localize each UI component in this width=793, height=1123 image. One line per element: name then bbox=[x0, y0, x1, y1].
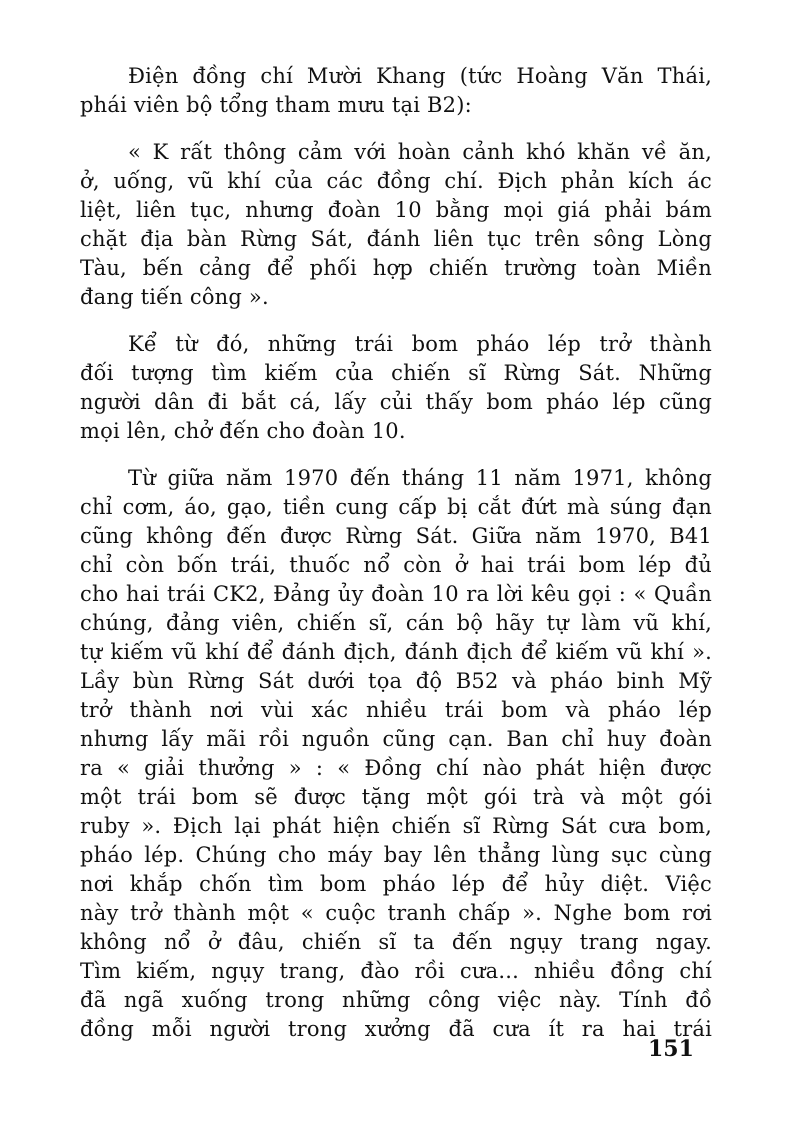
text-line: đã ngã xuống trong những công việc này. Tính đồ bbox=[80, 988, 712, 1012]
text-line: cho hai trái CK2, Đảng ủy đoàn 10 ra lời kêu gọi : « Quần bbox=[80, 582, 712, 606]
text-line: mọi lên, chở đến cho đoàn 10. bbox=[80, 419, 406, 443]
text-line: cũng không đến được Rừng Sát. Giữa năm 1970, B41 bbox=[80, 524, 712, 548]
text-line: Tìm kiếm, ngụy trang, đào rồi cưa... nhiều đồng chí bbox=[80, 959, 712, 983]
text-line: chúng, đảng viên, chiến sĩ, cán bộ hãy tự làm vũ khí, bbox=[80, 611, 712, 635]
text-line: ra « giải thưởng » : « Đồng chí nào phát hiện được bbox=[80, 756, 712, 780]
text-line: « K rất thông cảm với hoàn cảnh khó khăn về ăn, bbox=[128, 140, 712, 164]
text-line: một trái bom sẽ được tặng một gói trà và một gói bbox=[80, 785, 712, 809]
paragraph-2 bbox=[80, 138, 712, 312]
text-line: đang tiến công ». bbox=[80, 285, 269, 309]
text-line: trở thành nơi vùi xác nhiều trái bom và pháo lép bbox=[80, 698, 712, 722]
text-line: nhưng lấy mãi rồi nguồn cũng cạn. Ban chỉ huy đoàn bbox=[80, 727, 712, 751]
text-line: Kể từ đó, những trái bom pháo lép trở thành bbox=[128, 332, 712, 356]
paragraph-1 bbox=[80, 62, 712, 120]
text-line: liệt, liên tục, nhưng đoàn 10 bằng mọi giá phải bám bbox=[80, 198, 712, 222]
book-page bbox=[80, 62, 712, 1062]
text-line: Tàu, bến cảng để phối hợp chiến trường toàn Miền bbox=[80, 256, 712, 280]
text-line: Từ giữa năm 1970 đến tháng 11 năm 1971, không bbox=[128, 466, 712, 490]
text-line: này trở thành một « cuộc tranh chấp ». Nghe bom rơi bbox=[80, 901, 712, 925]
text-line: tự kiếm vũ khí để đánh địch, đánh địch để kiếm vũ khí ». bbox=[80, 640, 712, 664]
text-line: ở, uống, vũ khí của các đồng chí. Địch phản kích ác bbox=[80, 169, 712, 193]
text-line: Điện đồng chí Mười Khang (tức Hoàng Văn Thái, bbox=[128, 64, 712, 88]
paragraph-3 bbox=[80, 330, 712, 446]
text-line: ruby ». Địch lại phát hiện chiến sĩ Rừng Sát cưa bom, bbox=[80, 814, 712, 838]
text-line: người dân đi bắt cá, lấy củi thấy bom pháo lép cũng bbox=[80, 390, 712, 414]
text-line: đồng mỗi người trong xưởng đã cưa ít ra hai trái bbox=[80, 1017, 712, 1041]
text-line: nơi khắp chốn tìm bom pháo lép để hủy diệt. Việc bbox=[80, 872, 712, 896]
page-number: 151 bbox=[648, 1036, 694, 1062]
paragraph-4 bbox=[80, 464, 712, 1044]
text-line: đối tượng tìm kiếm của chiến sĩ Rừng Sát. Những bbox=[80, 361, 712, 385]
text-line: chặt địa bàn Rừng Sát, đánh liên tục trên sông Lòng bbox=[80, 227, 712, 251]
text-line: phái viên bộ tổng tham mưu tại B2): bbox=[80, 93, 472, 117]
text-line: không nổ ở đâu, chiến sĩ ta đến ngụy trang ngay. bbox=[80, 930, 712, 954]
text-line: Lầy bùn Rừng Sát dưới tọa độ B52 và pháo binh Mỹ bbox=[80, 669, 712, 693]
text-line: chỉ còn bốn trái, thuốc nổ còn ở hai trái bom lép đủ bbox=[80, 553, 712, 577]
text-line: chỉ cơm, áo, gạo, tiền cung cấp bị cắt đứt mà súng đạn bbox=[80, 495, 712, 519]
text-line: pháo lép. Chúng cho máy bay lên thẳng lùng sục cùng bbox=[80, 843, 712, 867]
